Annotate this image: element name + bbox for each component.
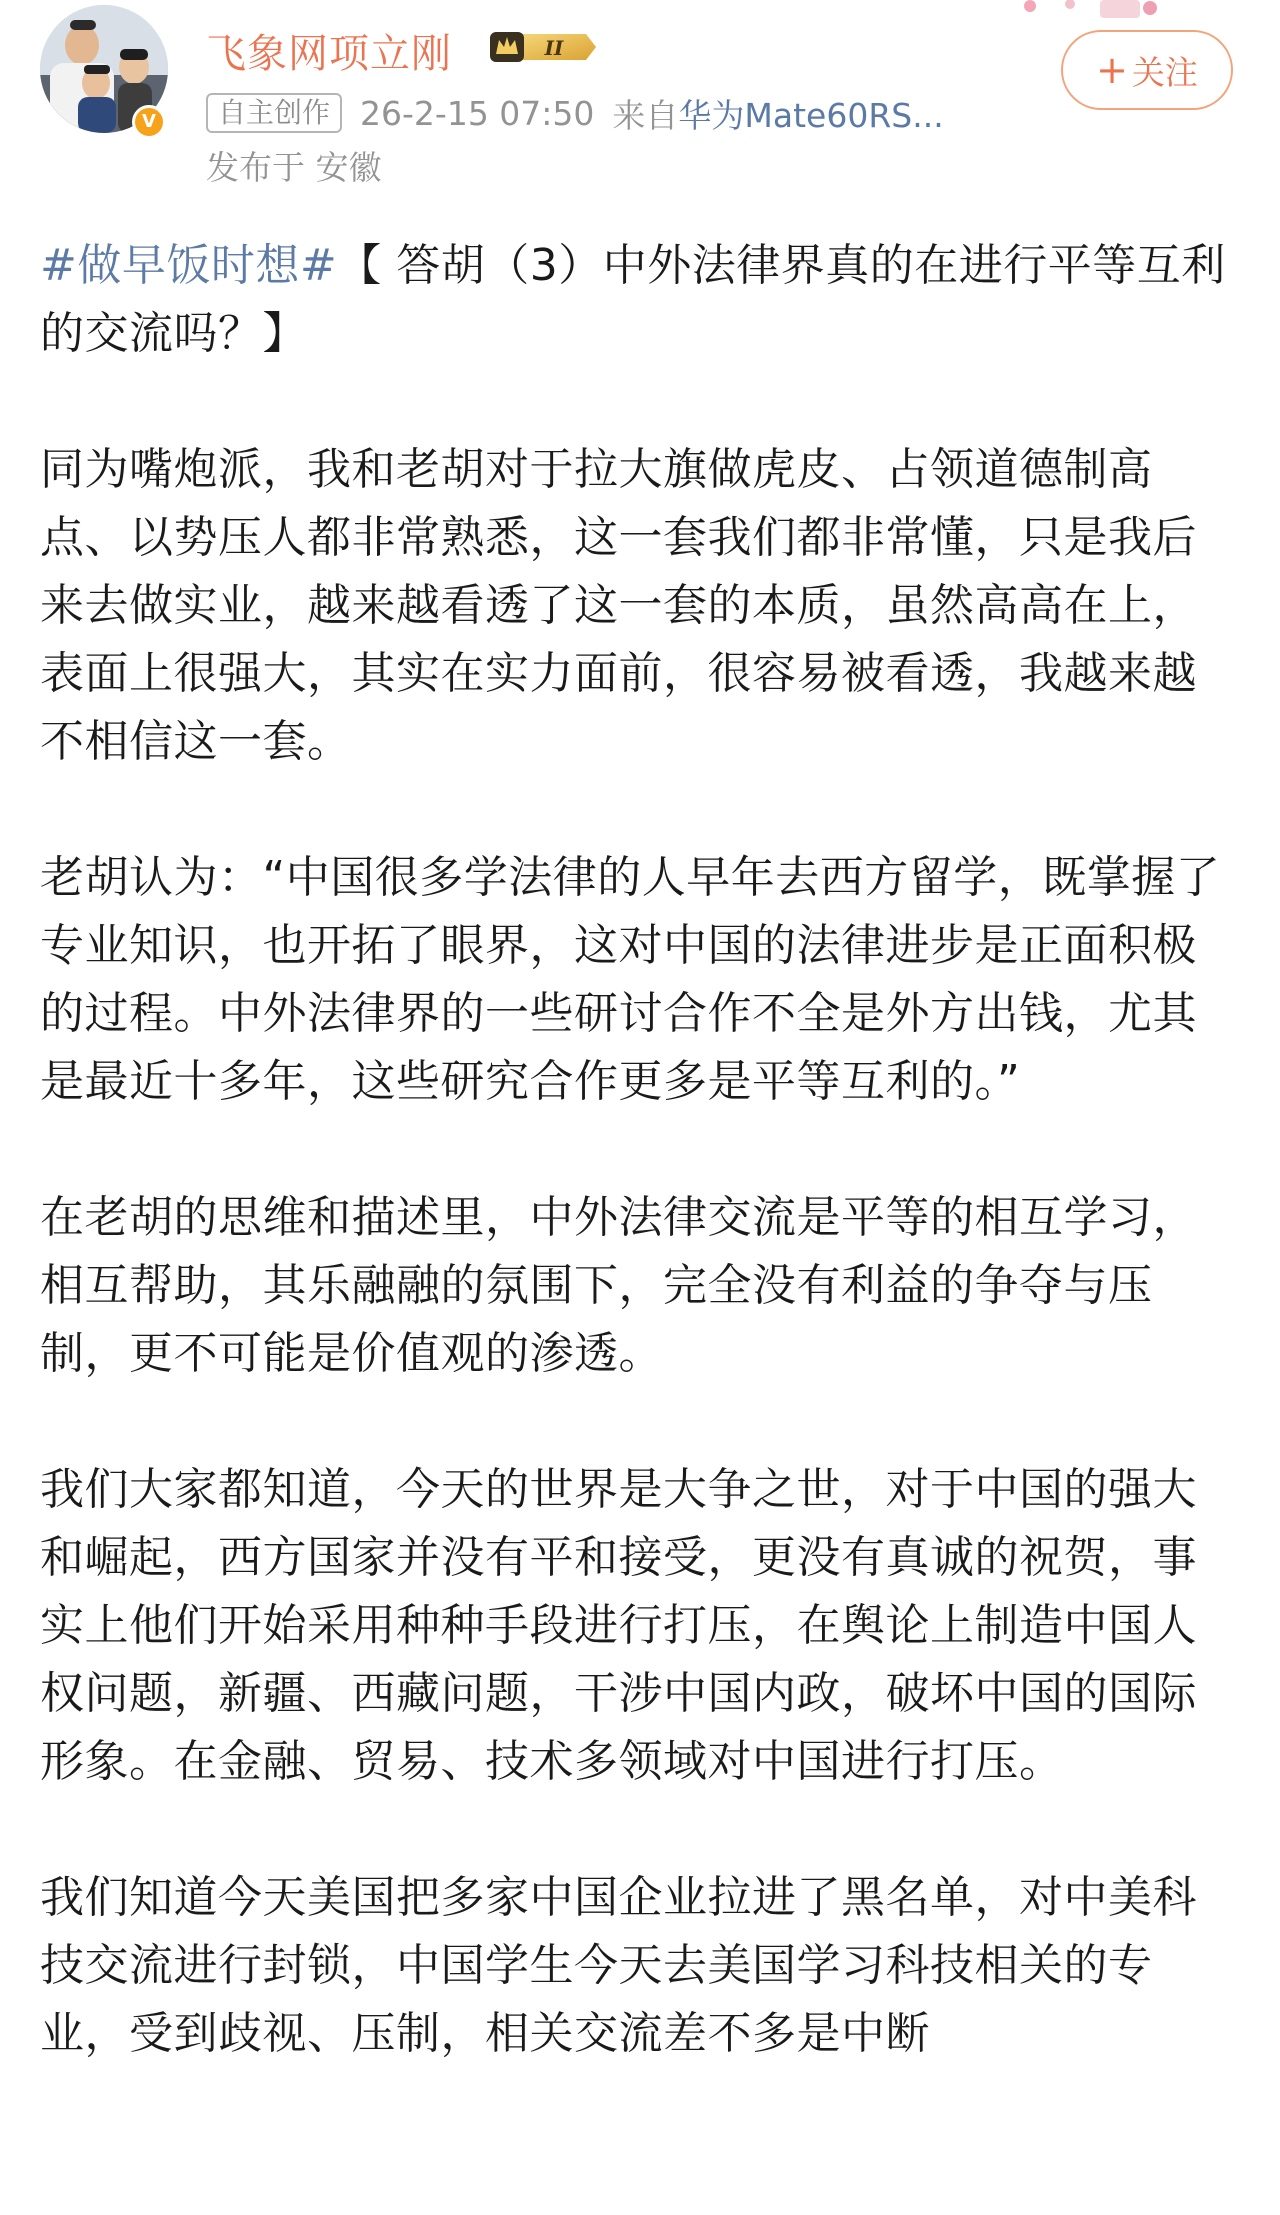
follow-button[interactable]	[1061, 30, 1233, 110]
vip-level-label: II	[544, 36, 564, 60]
decorative-sticker	[1010, 0, 1170, 34]
crown-vip-icon[interactable]	[488, 28, 598, 66]
post-location: 发布于 安徽	[206, 148, 382, 187]
source-device[interactable]: 华为Mate60RS...	[678, 95, 944, 135]
plus-icon: +	[1096, 48, 1128, 92]
post-meta	[206, 92, 944, 134]
author-name[interactable]: 飞象网项立刚	[206, 31, 452, 77]
title-text: 【 答胡（3）中外法律界真的在进行平等互利的交流吗？】	[40, 240, 1226, 359]
author-avatar[interactable]	[40, 5, 168, 133]
post-body	[40, 232, 1240, 2136]
source-prefix: 来自	[612, 95, 679, 135]
original-tag[interactable]: 自主创作	[206, 93, 342, 133]
paragraph-3: 在老胡的思维和描述里，中外法律交流是平等的相互学习，相互帮助，其乐融融的氛围下，完全没有利益的争夺与压制，更不可能是价值观的渗透。	[40, 1192, 1197, 1379]
verified-v-icon: V	[132, 105, 166, 139]
paragraph-2: 老胡认为：“中国很多学法律的人早年去西方留学，既掌握了专业知识，也开拓了眼界，这对中国的法律进步是正面积极的过程。中外法律界的一些研讨合作不全是外方出钱，尤其是最近十多年，这些研究合作更多是平等互利的。”	[40, 852, 1221, 1107]
post-header	[0, 0, 1280, 200]
post-time: 26-2-15 07:50	[360, 93, 595, 133]
follow-label: 关注	[1131, 52, 1198, 92]
paragraph-1: 同为嘴炮派，我和老胡对于拉大旗做虎皮、占领道德制高点、以势压人都非常熟悉，这一套我们都非常懂，只是我后来去做实业，越来越看透了这一套的本质，虽然高高在上，表面上很强大，其实在实力面前，很容易被看透，我越来越不相信这一套。	[40, 444, 1197, 767]
paragraph-5: 我们知道今天美国把多家中国企业拉进了黑名单，对中美科技交流进行封锁，中国学生今天去美国学习科技相关的专业，受到歧视、压制，相关交流差不多是中断	[40, 1872, 1197, 2059]
post-title	[40, 232, 1240, 368]
paragraph-4: 我们大家都知道，今天的世界是大争之世，对于中国的强大和崛起，西方国家并没有平和接受，更没有真诚的祝贺，事实上他们开始采用种种手段进行打压，在舆论上制造中国人权问题，新疆、西藏问题，干涉中国内政，破坏中国的国际形象。在金融、贸易、技术多领域对中国进行打压。	[40, 1464, 1197, 1787]
hashtag-link[interactable]: #做早饭时想#	[40, 240, 338, 291]
